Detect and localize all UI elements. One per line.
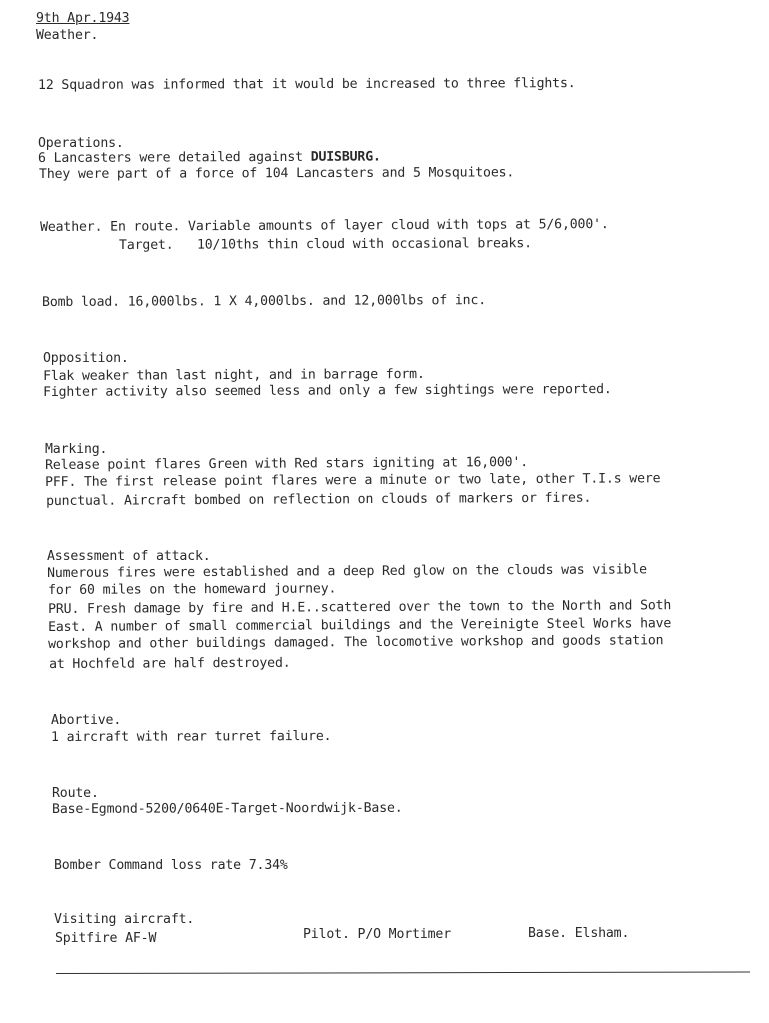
abortive-heading: Abortive. [51, 713, 122, 728]
bottom-rule [56, 972, 750, 974]
visiting-heading: Visiting aircraft. [54, 912, 195, 927]
squadron-notice: 12 Squadron was informed that it would be increased to three flights. [38, 76, 576, 93]
weather-target: Target. 10/10ths thin cloud with occasional breaks. [119, 236, 532, 253]
bomb-load: Bomb load. 16,000lbs. 1 X 4,000lbs. and 12,000lbs of inc. [42, 293, 487, 310]
assessment-line-5: workshop and other buildings damaged. The locomotive workshop and goods station [48, 633, 664, 652]
opposition-line-1: Flak weaker than last night, and in barrage form. [43, 367, 425, 384]
marking-line-1: Release point flares Green with Red stars igniting at 16,000'. [45, 455, 529, 473]
opposition-line-2: Fighter activity also seemed less and only a few sightings were reported. [43, 382, 612, 400]
assessment-line-4: East. A number of small commercial buildings and the Vereinigte Steel Works have [48, 616, 672, 635]
weather-en-route: Weather. En route. Variable amounts of layer cloud with tops at 5/6,000'. [40, 217, 609, 235]
opposition-heading: Opposition. [43, 351, 129, 366]
abortive-line: 1 aircraft with rear turret failure. [51, 729, 332, 745]
marking-heading: Marking. [45, 442, 108, 457]
route-heading: Route. [52, 786, 99, 801]
operations-line-1-prefix: 6 Lancasters were detailed against [38, 149, 311, 166]
marking-line-2: PFF. The first release point flares were a minute or two late, other T.I.s were [45, 471, 661, 490]
operations-line-2: They were part of a force of 104 Lancasters and 5 Mosquitoes. [39, 165, 515, 182]
assessment-line-2: for 60 miles on the homeward journey. [48, 581, 337, 598]
route-line: Base-Egmond-5200/0640E-Target-Noordwijk-Base. [52, 800, 403, 817]
visiting-aircraft: Spitfire AF-W [55, 931, 157, 946]
operations-heading: Operations. [38, 136, 124, 151]
assessment-line-3: PRU. Fresh damage by fire and H.E..scattered over the town to the North and Soth [48, 598, 672, 617]
loss-rate: Bomber Command loss rate 7.34% [54, 858, 288, 873]
marking-line-3: punctual. Aircraft bombed on reflection on clouds of markers or fires. [46, 490, 592, 509]
weather-heading: Weather. [36, 28, 99, 43]
assessment-heading: Assessment of attack. [47, 549, 211, 564]
visiting-pilot: Pilot. P/O Mortimer [303, 927, 452, 942]
entry-date: 9th Apr.1943 [36, 11, 130, 26]
operations-target: DUISBURG. [310, 149, 381, 165]
assessment-line-1: Numerous fires were established and a deep Red glow on the clouds was visible [47, 562, 647, 581]
assessment-line-6: at Hochfeld are half destroyed. [49, 655, 291, 672]
visiting-base: Base. Elsham. [528, 926, 630, 941]
